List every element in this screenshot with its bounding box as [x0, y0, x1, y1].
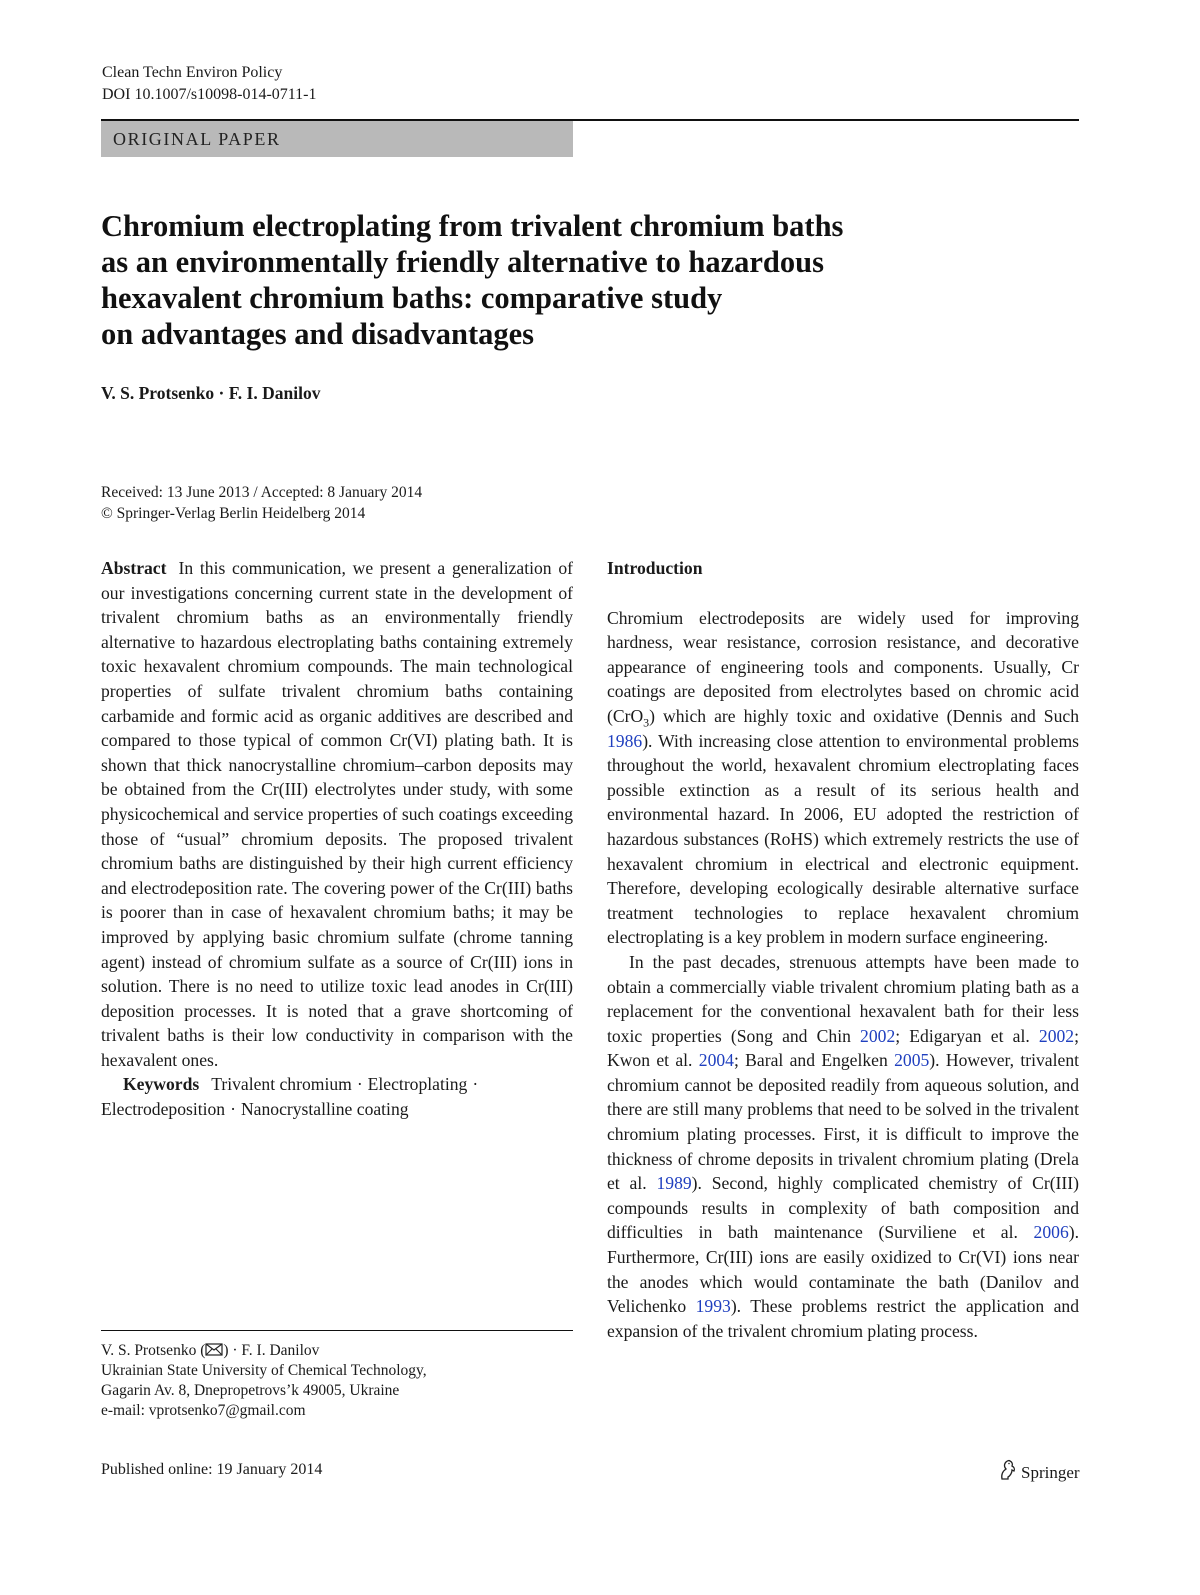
- citation-link[interactable]: 2002: [860, 1025, 896, 1046]
- affiliation: [101, 1341, 427, 1421]
- keyword-separator: ·: [230, 1099, 236, 1120]
- title-line: as an environmentally friendly alternative to hazardous: [101, 245, 824, 279]
- citation-link[interactable]: 1986: [607, 730, 643, 751]
- publisher-logo: [997, 1459, 1080, 1486]
- journal-header: [102, 62, 317, 106]
- doi: DOI 10.1007/s10098-014-0711-1: [102, 86, 317, 103]
- introduction-heading: Introduction: [607, 558, 703, 578]
- dates: [101, 482, 422, 524]
- title-line: hexavalent chromium baths: comparative study: [101, 281, 723, 315]
- left-column: [101, 556, 573, 1122]
- springer-horse-icon: [997, 1459, 1021, 1486]
- envelope-icon: [205, 1342, 223, 1359]
- published-online: Published online: 19 January 2014: [101, 1461, 323, 1478]
- affiliation-email[interactable]: e-mail: vprotsenko7@gmail.com: [101, 1402, 306, 1419]
- abstract: [101, 556, 573, 1072]
- keyword-separator: ·: [356, 1074, 363, 1095]
- intro-paragraph-1: Chromium electrodeposits are widely used for improving hardness, wear resistance, corrosion resistance, and decorative appearance of engineering tools and components. Usually, Cr coatings are deposited from electrolytes based on chromic acid (CrO$_3$) which are highly toxic and oxidative (Dennis and Such 1986). With increasing close attention to environmental problems throughout the world, hexavalent chromium electroplating faces possible extinction as a result of its serious health and environmental hazard. In 2006, EU adopted the restriction of hazardous substances (RoHS) which extremely restricts the use of hexavalent chromium in electrical and electronic equipment. Therefore, developing ecologically desirable alternative surface treatment technologies to replace hexavalent chromium electroplating is a key problem in modern surface engineering.: [607, 607, 1079, 948]
- keyword: Electroplating: [367, 1074, 468, 1095]
- affiliation-address: Gagarin Av. 8, Dnepropetrovs’k 49005, Ukraine: [101, 1382, 400, 1399]
- citation-link[interactable]: 1993: [695, 1296, 731, 1317]
- citation-link[interactable]: 2002: [1038, 1025, 1075, 1046]
- title-line: on advantages and disadvantages: [101, 317, 535, 351]
- right-column: [607, 556, 1079, 1343]
- citation-link[interactable]: 1989: [656, 1173, 692, 1194]
- keyword-separator: ·: [472, 1074, 479, 1095]
- affiliation-university: Ukrainian State University of Chemical Technology,: [101, 1362, 427, 1379]
- keyword: Trivalent chromium: [211, 1074, 352, 1095]
- intro-paragraph-2: In the past decades, strenuous attempts have been made to obtain a commercially viable trivalent chromium plating bath as a replacement for the conventional hexavalent bath for their less toxic properties (Song and Chin 2002; Edigaryan et al. 2002; Kwon et al. 2004; Baral and Engelken 2005). However, trivalent chromium cannot be deposited readily from aqueous solution, and there are still many problems that need to be solved in the trivalent chromium plating processes. First, it is difficult to improve the thickness of chrome deposits in trivalent chromium plating (Drela et al. 1989). Second, highly complicated chemistry of Cr(III) compounds results in complexity of bath composition and difficulties in bath maintenance (Surviliene et al. 2006). Furthermore, Cr(III) ions are easily oxidized to Cr(VI) ions near the anodes which would contaminate the bath (Danilov and Velichenko 1993). These problems restrict the application and expansion of the trivalent chromium plating process.: [607, 951, 1080, 1341]
- keywords: [101, 1072, 573, 1121]
- citation-link[interactable]: 2006: [1033, 1222, 1069, 1243]
- footnote-rule: [101, 1330, 573, 1331]
- journal-name: Clean Techn Environ Policy: [102, 64, 283, 81]
- keywords-label: Keywords: [123, 1074, 200, 1095]
- publisher-name: Springer: [1021, 1462, 1080, 1482]
- abstract-text: In this communication, we present a generalization of our investigations concerning current state in the development of trivalent chromium baths as an environmentally friendly alternative to hazardous electroplating baths containing extremely toxic hexavalent chromium compounds. The main technological properties of sulfate trivalent chromium baths containing carbamide and formic acid as organic additives are described and compared to those typical of common Cr(VI) plating bath. It is shown that thick nanocrystalline chromium–carbon deposits may be obtained from the Cr(III) electrolytes under study, with some physicochemical and service properties of such coatings exceeding those of “usual” chromium deposits. The proposed trivalent chromium baths are distinguished by their high current efficiency and electrodeposition rate. The covering power of the Cr(III) baths is poorer than in case of hexavalent chromium baths; it may be improved by applying basic chromium sulfate (chrome tanning agent) instead of chromium sulfate as a source of Cr(III) ions in solution. There is no need to utilize toxic lead anodes in Cr(III) deposition processes. It is noted that a grave shortcoming of trivalent baths is their low conductivity in comparison with the hexavalent ones.: [101, 558, 573, 1070]
- keyword: Nanocrystalline coating: [240, 1099, 409, 1120]
- abstract-label: Abstract: [101, 558, 167, 578]
- paper-type-banner: ORIGINAL PAPER: [101, 121, 573, 157]
- keyword: Electrodeposition: [101, 1099, 226, 1120]
- copyright: © Springer-Verlag Berlin Heidelberg 2014: [101, 505, 366, 522]
- affiliation-authors: V. S. Protsenko ( ) · F. I. Danilov: [101, 1342, 320, 1359]
- received-accepted: Received: 13 June 2013 / Accepted: 8 January 2014: [101, 484, 423, 501]
- title-line: Chromium electroplating from trivalent chromium baths: [101, 209, 844, 243]
- citation-link[interactable]: 2005: [894, 1050, 930, 1071]
- subscript: 3: [643, 715, 650, 730]
- paper-title: [101, 208, 921, 352]
- citation-link[interactable]: 2004: [698, 1050, 734, 1071]
- authors: V. S. Protsenko · F. I. Danilov: [101, 383, 321, 403]
